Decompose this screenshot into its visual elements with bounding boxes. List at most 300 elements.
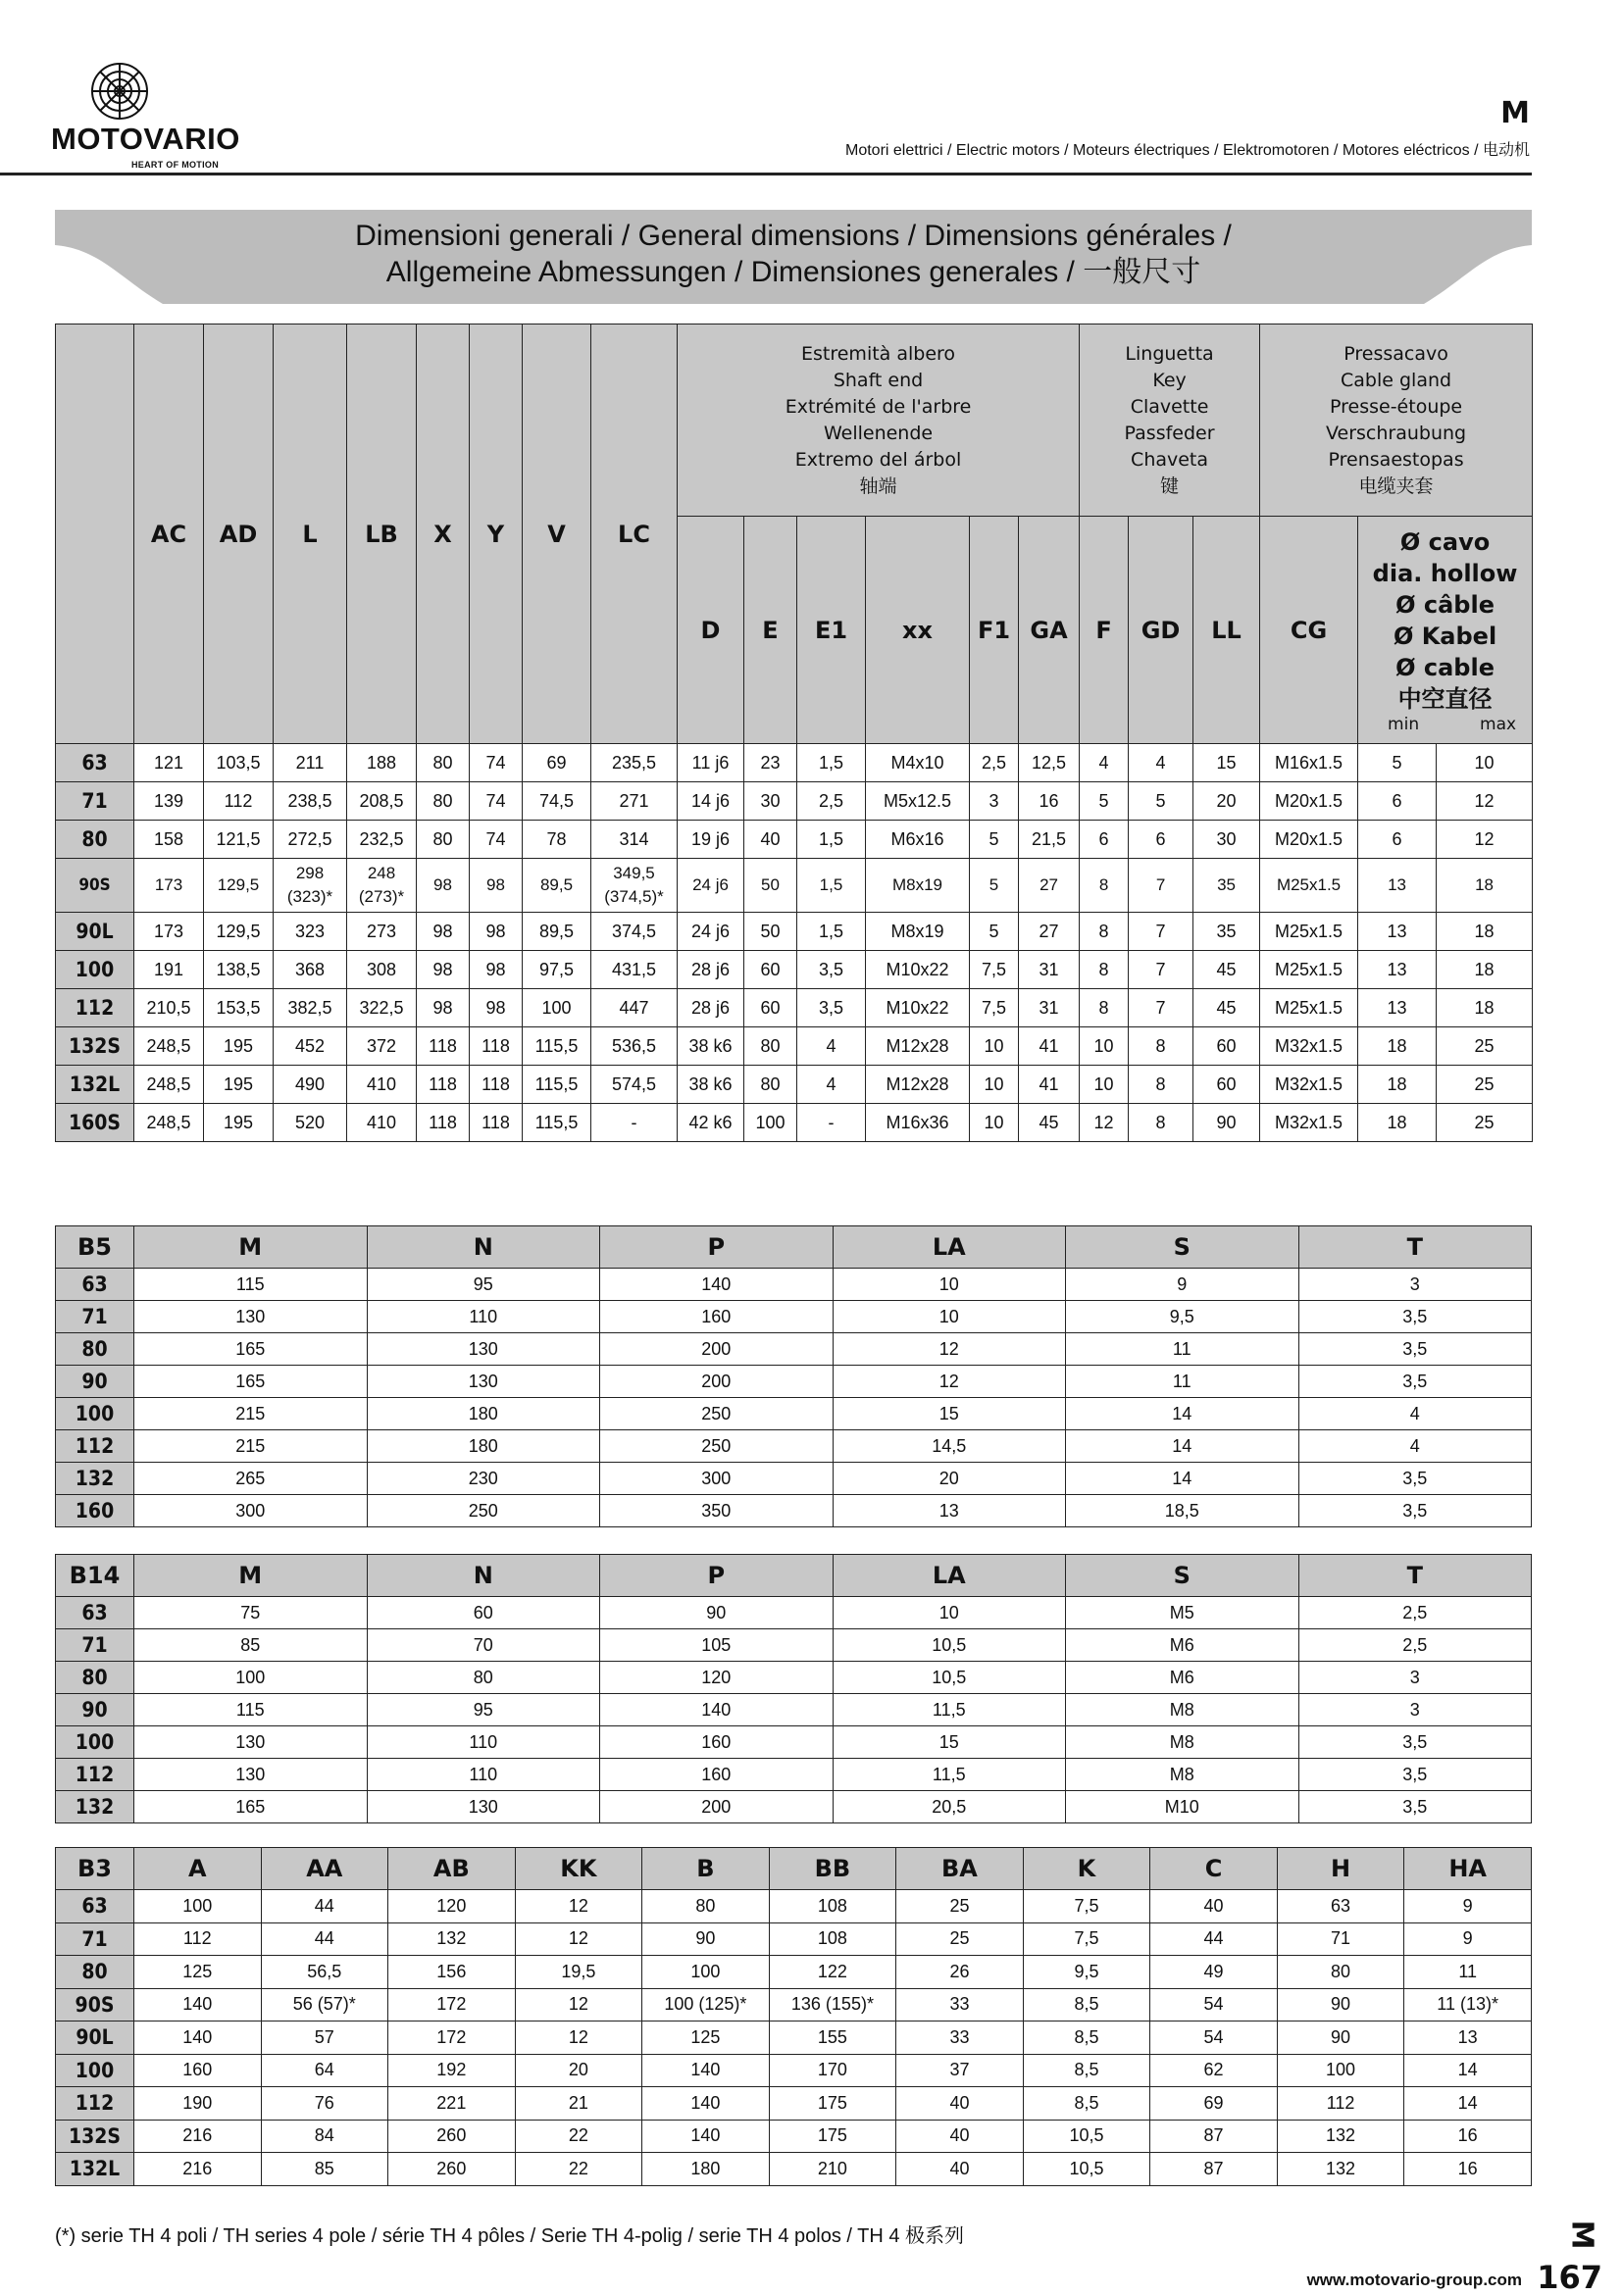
table-cell: 80: [417, 782, 470, 821]
row-label: 132: [56, 1463, 134, 1495]
group-label: Passfeder: [1124, 422, 1215, 444]
table-cell: 139: [134, 782, 204, 821]
table-cell: 90: [642, 1922, 770, 1956]
table-cell: 60: [367, 1597, 600, 1629]
col-header: D: [678, 517, 744, 744]
table-cell: 11: [1066, 1366, 1299, 1398]
table-cell: 5: [1080, 782, 1129, 821]
table-cell: 447: [591, 989, 678, 1027]
table-cell: 271: [591, 782, 678, 821]
table-cell: 100: [744, 1104, 797, 1142]
header-divider: [0, 173, 1532, 175]
table-cell: 12: [1080, 1104, 1129, 1142]
table-cell: 173: [134, 913, 204, 951]
table-cell: 12: [1437, 821, 1533, 859]
table-cell: M32x1.5: [1260, 1027, 1358, 1066]
table-cell: 210,5: [134, 989, 204, 1027]
table-cell: 44: [1150, 1922, 1278, 1956]
row-label: 132L: [56, 1066, 134, 1104]
table-cell: 250: [600, 1430, 834, 1463]
table-cell: 90: [1277, 1988, 1404, 2021]
table-cell: 7: [1129, 913, 1193, 951]
table-cell: 40: [744, 821, 797, 859]
col-header: LA: [833, 1226, 1066, 1269]
table-cell: 90: [600, 1597, 834, 1629]
row-label: 90: [56, 1366, 134, 1398]
table-cell: 26: [896, 1956, 1024, 1989]
table-cell: 35: [1193, 913, 1260, 951]
table-cell: 5: [970, 859, 1019, 913]
table-row: [56, 1662, 1532, 1694]
table-cell: 140: [600, 1694, 834, 1726]
table-cell: 10,5: [833, 1662, 1066, 1694]
group-label: Estremità albero: [801, 342, 956, 365]
table-cell: 118: [417, 1104, 470, 1142]
col-header: LA: [833, 1555, 1066, 1597]
table-cell: 54: [1150, 2021, 1278, 2055]
table-cell: 22: [515, 2120, 642, 2153]
table-cell: 74: [470, 782, 523, 821]
group-label: Clavette: [1130, 395, 1209, 418]
table-cell: 103,5: [204, 744, 274, 782]
table-cell: 125: [642, 2021, 770, 2055]
table-cell: 13: [1358, 951, 1437, 989]
general-dimensions-table: [55, 324, 1533, 1142]
table-cell: 1,5: [797, 821, 866, 859]
table-cell: 20: [1193, 782, 1260, 821]
table-cell: 16: [1019, 782, 1080, 821]
table-cell: 6: [1080, 821, 1129, 859]
col-header: AB: [388, 1848, 516, 1890]
table-cell: 112: [134, 1922, 262, 1956]
table-cell: 56 (57)*: [261, 1988, 388, 2021]
group-label: Pressacavo: [1343, 342, 1448, 365]
table-cell: 110: [367, 1726, 600, 1759]
table-row: [56, 2054, 1532, 2087]
table-cell: 15: [833, 1398, 1066, 1430]
row-label: 100: [56, 1726, 134, 1759]
table-cell: M5x12.5: [866, 782, 970, 821]
title-line-1: Dimensioni generali / General dimensions / Dimensions générales /: [355, 220, 1232, 252]
table-cell: 3,5: [1298, 1495, 1532, 1527]
table-cell: 12: [515, 1922, 642, 1956]
table-cell: 115,5: [523, 1027, 591, 1066]
table-cell: 2,5: [1298, 1629, 1532, 1662]
table-cell: 98: [417, 913, 470, 951]
table-cell: 8,5: [1023, 1988, 1150, 2021]
table-cell: 12: [833, 1366, 1066, 1398]
group-label: Verschraubung: [1326, 422, 1467, 444]
table-cell: 265: [134, 1463, 368, 1495]
table-cell: 45: [1193, 989, 1260, 1027]
col-header: B3: [56, 1848, 134, 1890]
table-cell: 520: [274, 1104, 347, 1142]
table-cell: 33: [896, 2021, 1024, 2055]
col-header: LC: [591, 324, 678, 744]
table-cell: 195: [204, 1027, 274, 1066]
table-cell: 108: [769, 1922, 896, 1956]
table-cell: 323: [274, 913, 347, 951]
table-cell: M8x19: [866, 859, 970, 913]
table-cell: 98: [470, 989, 523, 1027]
table-cell: 382,5: [274, 989, 347, 1027]
table-cell: 130: [367, 1366, 600, 1398]
table-cell: 89,5: [523, 913, 591, 951]
table-cell: M25x1.5: [1260, 859, 1358, 913]
table-cell: 248,5: [134, 1066, 204, 1104]
table-cell: 62: [1150, 2054, 1278, 2087]
table-cell: 64: [261, 2054, 388, 2087]
table-cell: 97,5: [523, 951, 591, 989]
group-label: 键: [1160, 474, 1180, 497]
table-cell: 140: [600, 1269, 834, 1301]
table-cell: 50: [744, 913, 797, 951]
table-cell: 260: [388, 2153, 516, 2186]
table-cell: 13: [1358, 859, 1437, 913]
table-cell: 28 j6: [678, 951, 744, 989]
table-cell: 11: [1066, 1333, 1299, 1366]
table-cell: 165: [134, 1366, 368, 1398]
table-cell: 192: [388, 2054, 516, 2087]
table-cell: 4: [1298, 1430, 1532, 1463]
table-cell: 195: [204, 1066, 274, 1104]
table-cell: 10,5: [833, 1629, 1066, 1662]
table-cell: 18: [1437, 951, 1533, 989]
table-cell: M20x1.5: [1260, 821, 1358, 859]
table-cell: 308: [347, 951, 417, 989]
table-cell: 80: [744, 1066, 797, 1104]
table-cell: 19 j6: [678, 821, 744, 859]
table-cell: 9,5: [1066, 1301, 1299, 1333]
table-row: [56, 1366, 1532, 1398]
table-cell: 38 k6: [678, 1066, 744, 1104]
table-cell: 136 (155)*: [769, 1988, 896, 2021]
table-cell: 84: [261, 2120, 388, 2153]
table-row: [56, 859, 1533, 913]
table-cell: -: [797, 1104, 866, 1142]
table-cell: 208,5: [347, 782, 417, 821]
table-cell: 21: [515, 2087, 642, 2121]
table-cell: 230: [367, 1463, 600, 1495]
table-cell: M25x1.5: [1260, 989, 1358, 1027]
table-cell: 9: [1404, 1890, 1532, 1923]
table-cell: 118: [417, 1066, 470, 1104]
header-subtitle: Motori elettrici / Electric motors / Moteurs électriques / Elektromotoren / Motores eléctricos / 电动机: [845, 142, 1530, 159]
table-cell: 160: [600, 1759, 834, 1791]
table-cell: 221: [388, 2087, 516, 2121]
table-cell: 140: [134, 1988, 262, 2021]
table-row: [56, 1495, 1532, 1527]
table-cell: 57: [261, 2021, 388, 2055]
table-cell: 248 (273)*: [347, 859, 417, 913]
table-cell: 232,5: [347, 821, 417, 859]
table-cell: 156: [388, 1956, 516, 1989]
table-cell: 11 j6: [678, 744, 744, 782]
table-cell: 160: [600, 1726, 834, 1759]
table-cell: 132: [1277, 2153, 1404, 2186]
table-cell: 87: [1150, 2153, 1278, 2186]
table-cell: 44: [261, 1890, 388, 1923]
table-cell: 27: [1019, 859, 1080, 913]
table-cell: 12: [1437, 782, 1533, 821]
table-cell: 112: [1277, 2087, 1404, 2121]
col-header: S: [1066, 1226, 1299, 1269]
row-label: 63: [56, 1269, 134, 1301]
gear-logo-icon: [80, 61, 159, 122]
table-cell: 71: [1277, 1922, 1404, 1956]
group-label: Prensaestopas: [1328, 448, 1464, 471]
table-cell: 12: [833, 1333, 1066, 1366]
b3-header-row: [56, 1848, 1532, 1890]
table-cell: 8,5: [1023, 2087, 1150, 2121]
table-cell: 28 j6: [678, 989, 744, 1027]
table-cell: 130: [134, 1759, 368, 1791]
table-cell: M10x22: [866, 989, 970, 1027]
table-cell: 121,5: [204, 821, 274, 859]
table-cell: 1,5: [797, 859, 866, 913]
col-header: B5: [56, 1226, 134, 1269]
hollow-label: Ø cable: [1395, 653, 1495, 681]
col-header: xx: [866, 517, 970, 744]
row-label: 71: [56, 1301, 134, 1333]
table-cell: 175: [769, 2087, 896, 2121]
table-cell: 31: [1019, 989, 1080, 1027]
col-header: GD: [1129, 517, 1193, 744]
col-header: T: [1298, 1226, 1532, 1269]
table-cell: 3,5: [797, 951, 866, 989]
col-header: K: [1023, 1848, 1150, 1890]
table-cell: 121: [134, 744, 204, 782]
table-cell: 115,5: [523, 1066, 591, 1104]
group-label: Chaveta: [1131, 448, 1209, 471]
table-cell: M8: [1066, 1759, 1299, 1791]
table-cell: -: [591, 1104, 678, 1142]
table-cell: 13: [1404, 2021, 1532, 2055]
table-cell: 3,5: [797, 989, 866, 1027]
col-header: H: [1277, 1848, 1404, 1890]
row-label: 90L: [56, 2021, 134, 2055]
group-label: Presse-étoupe: [1330, 395, 1463, 418]
table-cell: 95: [367, 1269, 600, 1301]
title-banner: [55, 210, 1532, 304]
table-cell: M5: [1066, 1597, 1299, 1629]
table-cell: 98: [470, 913, 523, 951]
table-cell: 132: [388, 1922, 516, 1956]
table-cell: 200: [600, 1791, 834, 1823]
table-cell: 322,5: [347, 989, 417, 1027]
table-cell: 7: [1129, 989, 1193, 1027]
table-row: [56, 1398, 1532, 1430]
row-label: 63: [56, 744, 134, 782]
table-cell: 5: [970, 821, 1019, 859]
table-cell: 14: [1066, 1430, 1299, 1463]
group-label: Extrémité de l'arbre: [785, 395, 972, 418]
table-cell: 87: [1150, 2120, 1278, 2153]
table-cell: 98: [417, 951, 470, 989]
table-cell: 2,5: [1298, 1597, 1532, 1629]
row-label: 80: [56, 821, 134, 859]
table-cell: 10: [1080, 1027, 1129, 1066]
table-cell: 188: [347, 744, 417, 782]
page-title: [55, 218, 1532, 290]
table-row: [56, 1759, 1532, 1791]
table-cell: 165: [134, 1333, 368, 1366]
table-cell: M32x1.5: [1260, 1104, 1358, 1142]
table-cell: 4: [797, 1027, 866, 1066]
b3-body: [56, 1890, 1532, 2186]
table-cell: 75: [134, 1597, 368, 1629]
table-cell: 8: [1080, 913, 1129, 951]
table-cell: 80: [642, 1890, 770, 1923]
corner-cell: [56, 324, 134, 744]
row-label: 71: [56, 1922, 134, 1956]
table-row: [56, 1027, 1533, 1066]
table-row: [56, 1269, 1532, 1301]
table-cell: 18: [1358, 1027, 1437, 1066]
table-cell: 45: [1019, 1104, 1080, 1142]
table-cell: 90: [1193, 1104, 1260, 1142]
table-cell: 41: [1019, 1027, 1080, 1066]
table-cell: 18: [1358, 1104, 1437, 1142]
table-row: [56, 782, 1533, 821]
table-cell: 89,5: [523, 859, 591, 913]
table-cell: 40: [896, 2153, 1024, 2186]
title-line-2: Allgemeine Abmessungen / Dimensiones generales / 一般尺寸: [385, 256, 1201, 288]
col-header: F: [1080, 517, 1129, 744]
table-cell: 11 (13)*: [1404, 1988, 1532, 2021]
table-cell: 5: [1129, 782, 1193, 821]
table-cell: 74: [470, 744, 523, 782]
table-cell: 216: [134, 2153, 262, 2186]
table-cell: 298 (323)*: [274, 859, 347, 913]
table-row: [56, 989, 1533, 1027]
table-cell: 8: [1080, 859, 1129, 913]
row-label: 100: [56, 2054, 134, 2087]
table-cell: 190: [134, 2087, 262, 2121]
table-row: [56, 951, 1533, 989]
table-cell: 6: [1358, 782, 1437, 821]
table-cell: 42 k6: [678, 1104, 744, 1142]
table-cell: 7,5: [1023, 1890, 1150, 1923]
table-cell: 314: [591, 821, 678, 859]
table-row: [56, 1104, 1533, 1142]
table-cell: 14: [1404, 2087, 1532, 2121]
hollow-label: dia. hollow: [1372, 559, 1518, 587]
col-header: AD: [204, 324, 274, 744]
table-row: [56, 1956, 1532, 1989]
table-cell: 536,5: [591, 1027, 678, 1066]
table-cell: 8,5: [1023, 2021, 1150, 2055]
table-cell: 14: [1404, 2054, 1532, 2087]
table-cell: 6: [1358, 821, 1437, 859]
table-cell: 76: [261, 2087, 388, 2121]
table-cell: 9,5: [1023, 1956, 1150, 1989]
table-row: [56, 1430, 1532, 1463]
table-cell: 98: [417, 989, 470, 1027]
table-cell: 11,5: [833, 1759, 1066, 1791]
table-cell: 7: [1129, 859, 1193, 913]
table-cell: 250: [367, 1495, 600, 1527]
col-header: S: [1066, 1555, 1299, 1597]
row-label: 160S: [56, 1104, 134, 1142]
row-label: 90S: [56, 859, 134, 913]
brand-logo: [51, 61, 257, 169]
col-header: Y: [470, 324, 523, 744]
hollow-label: Ø Kabel: [1393, 622, 1497, 650]
table-cell: 5: [1358, 744, 1437, 782]
row-label: 63: [56, 1890, 134, 1923]
group-label: Key: [1152, 369, 1187, 391]
table-cell: 120: [388, 1890, 516, 1923]
table-cell: 8: [1129, 1104, 1193, 1142]
table-cell: 10: [833, 1301, 1066, 1333]
general-dimensions-body: [56, 744, 1533, 1142]
table-cell: 130: [134, 1301, 368, 1333]
page-number: 167: [1537, 2259, 1602, 2296]
table-cell: 132: [1277, 2120, 1404, 2153]
brand-name: MOTOVARIO: [51, 122, 240, 156]
group-label: 轴端: [859, 474, 897, 497]
table-cell: 129,5: [204, 913, 274, 951]
col-header: F1: [970, 517, 1019, 744]
table-row: [56, 1301, 1532, 1333]
table-cell: 54: [1150, 1988, 1278, 2021]
table-cell: 372: [347, 1027, 417, 1066]
table-cell: 173: [134, 859, 204, 913]
table-cell: 350: [600, 1495, 834, 1527]
table-cell: 115: [134, 1269, 368, 1301]
table-cell: 4: [1298, 1398, 1532, 1430]
table-cell: 158: [134, 821, 204, 859]
col-header: M: [134, 1555, 368, 1597]
row-label: 160: [56, 1495, 134, 1527]
table-cell: 4: [1080, 744, 1129, 782]
table-cell: 37: [896, 2054, 1024, 2087]
table-cell: 248,5: [134, 1104, 204, 1142]
table-cell: M6: [1066, 1629, 1299, 1662]
table-cell: 5: [970, 913, 1019, 951]
table-cell: 1,5: [797, 913, 866, 951]
col-header: E: [744, 517, 797, 744]
table-cell: 7: [1129, 951, 1193, 989]
table-cell: 125: [134, 1956, 262, 1989]
table-cell: 10,5: [1023, 2153, 1150, 2186]
b5-header-row: [56, 1226, 1532, 1269]
table-cell: 23: [744, 744, 797, 782]
row-label: 132L: [56, 2153, 134, 2186]
table-cell: 98: [417, 859, 470, 913]
col-header: BB: [769, 1848, 896, 1890]
table-cell: 16: [1404, 2153, 1532, 2186]
footnote: (*) serie TH 4 poli / TH series 4 pole / série TH 4 pôles / Serie TH 4-polig / serie TH 4 polos / TH 4 极系列: [55, 2225, 965, 2247]
table-cell: 140: [642, 2120, 770, 2153]
col-header: CG: [1260, 517, 1358, 744]
row-label: 90L: [56, 913, 134, 951]
table-cell: 110: [367, 1301, 600, 1333]
col-header: N: [367, 1555, 600, 1597]
table-cell: 10,5: [1023, 2120, 1150, 2153]
table-cell: 25: [896, 1890, 1024, 1923]
table-cell: 90: [1277, 2021, 1404, 2055]
table-cell: 175: [769, 2120, 896, 2153]
table-cell: 410: [347, 1104, 417, 1142]
col-header: A: [134, 1848, 262, 1890]
table-cell: 7,5: [1023, 1922, 1150, 1956]
table-cell: 129,5: [204, 859, 274, 913]
table-cell: 12,5: [1019, 744, 1080, 782]
col-header: LL: [1193, 517, 1260, 744]
table-cell: M16x1.5: [1260, 744, 1358, 782]
